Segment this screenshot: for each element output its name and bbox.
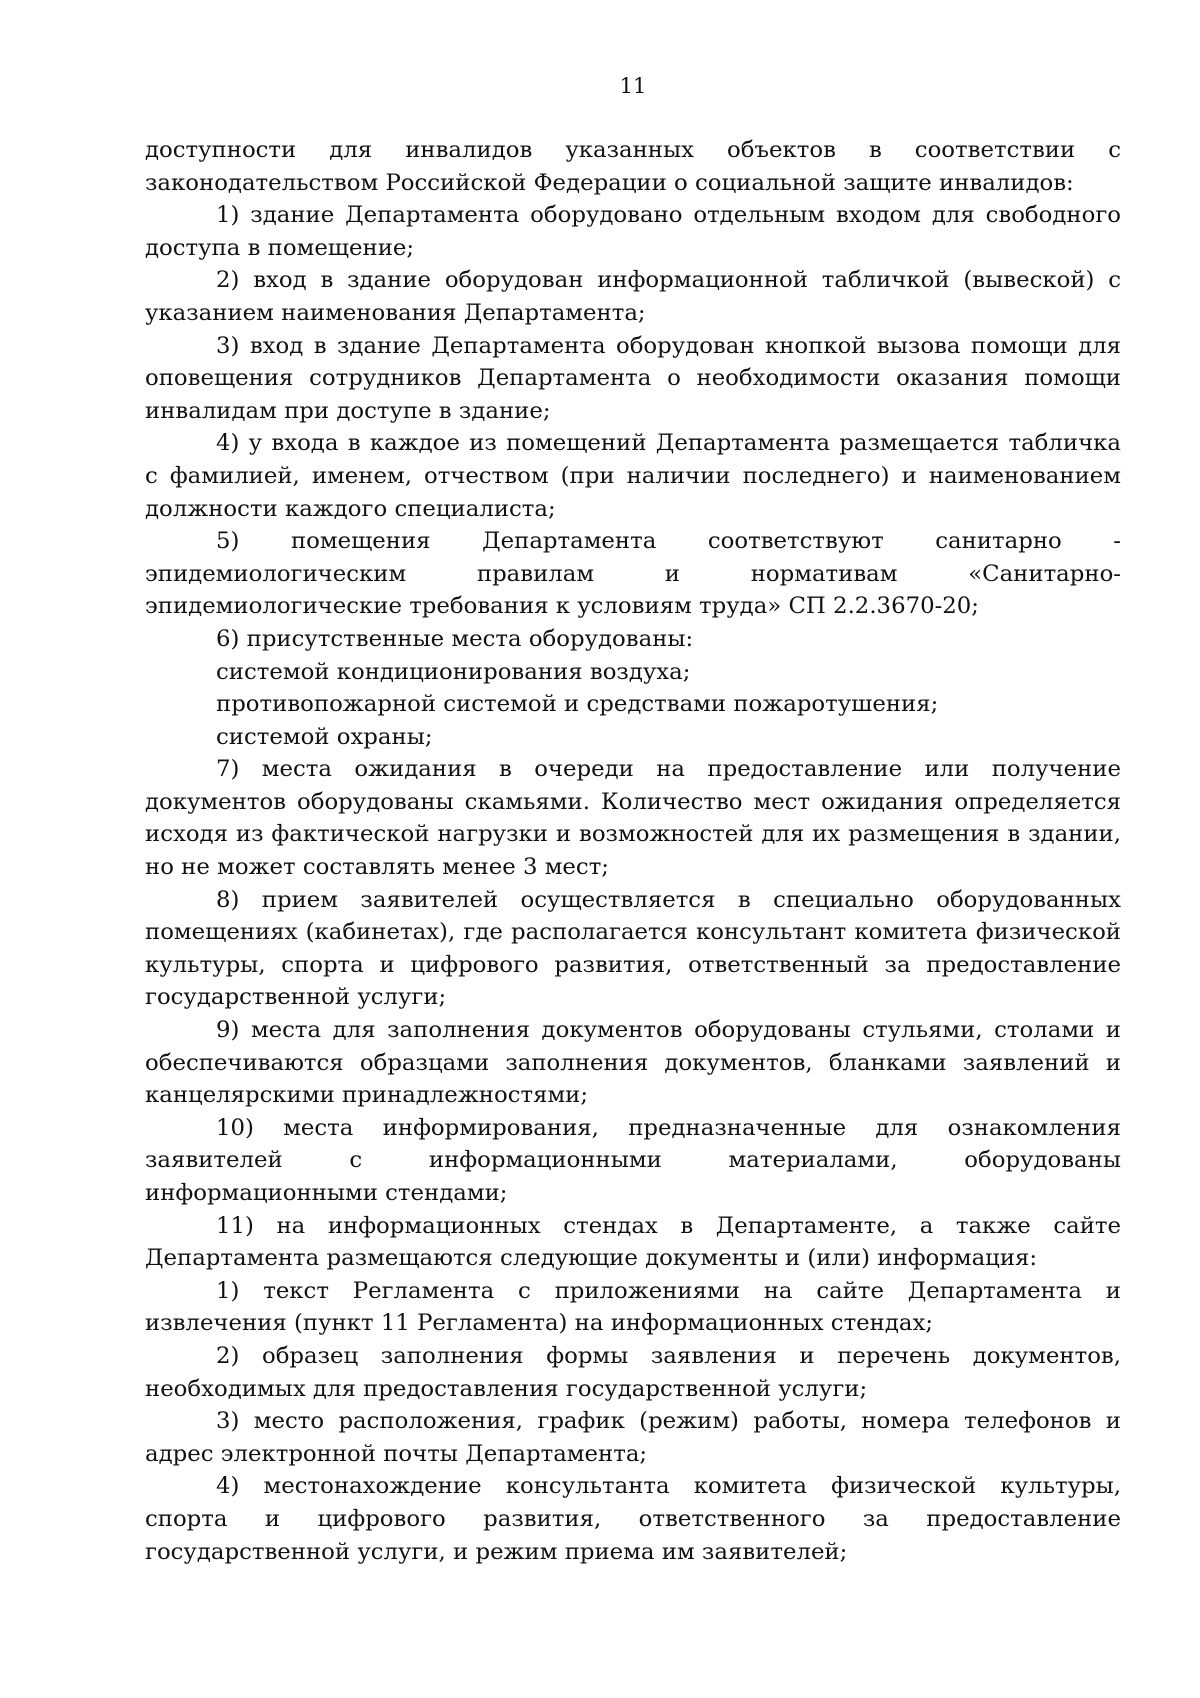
- paragraph-sub-3: 3) место расположения, график (режим) работы, номера телефонов и адрес электронной почты Департамента;: [145, 1408, 1121, 1467]
- page-number: 11: [619, 74, 647, 98]
- paragraph-item-2: 2) вход в здание оборудован информационной табличкой (вывеской) с указанием наименования Департамента;: [145, 267, 1121, 326]
- paragraph-sub-1: 1) текст Регламента с приложениями на сайте Департамента и извлечения (пункт 11 Регламента) на информационных стендах;: [145, 1277, 1121, 1337]
- paragraph-item-6: 6) присутственные места оборудованы:: [216, 625, 694, 652]
- paragraph-item-9: 9) места для заполнения документов оборудованы стульями, столами и обеспечиваются образцами заполнения документов, бланками заявлений и канцелярскими принадлежностями;: [145, 1017, 1121, 1109]
- paragraph-item-11: 11) на информационных стендах в Департаменте, а также сайте Департамента размещаются следующие документы и (или) информация:: [145, 1212, 1121, 1272]
- paragraph-item-10: 10) места информирования, предназначенные для ознакомления заявителей с информационными материалами, оборудованы информационными стендами;: [145, 1114, 1121, 1206]
- paragraph-intro: доступности для инвалидов указанных объектов в соответствии с законодательством Российской Федерации о социальной защите инвалидов:: [145, 137, 1121, 196]
- paragraph-item-5: 5) помещения Департамента соответствуют санитарно - эпидемиологическим правилам и нормативам «Санитарно-эпидемиологические требования к условиям труда» СП 2.2.3670-20;: [145, 528, 1121, 620]
- paragraph-item-3: 3) вход в здание Департамента оборудован кнопкой вызова помощи для оповещения сотрудников Департамента о необходимости оказания помощи инвалидам при доступе в здание;: [145, 332, 1121, 424]
- paragraph-sub-2: 2) образец заполнения формы заявления и перечень документов, необходимых для предоставления государственной услуги;: [145, 1342, 1121, 1402]
- paragraph-item-7: 7) места ожидания в очереди на предоставление или получение документов оборудованы скамьями. Количество мест ожидания определяется исходя из фактической нагрузки и возможностей для их размещения в здании, но не может составлять менее 3 мест;: [145, 756, 1121, 881]
- document-body: [145, 134, 1121, 1568]
- paragraph-item-4: 4) у входа в каждое из помещений Департамента размещается табличка с фамилией, именем, отчеством (при наличии последнего) и наименованием должности каждого специалиста;: [145, 430, 1121, 522]
- paragraph-subitem-air: системой кондиционирования воздуха;: [216, 658, 691, 685]
- paragraph-subitem-fire: противопожарной системой и средствами пожаротушения;: [216, 691, 939, 718]
- paragraph-subitem-security: системой охраны;: [216, 723, 433, 750]
- paragraph-item-1: 1) здание Департамента оборудовано отдельным входом для свободного доступа в помещение;: [145, 202, 1121, 261]
- paragraph-sub-4: 4) местонахождение консультанта комитета физической культуры, спорта и цифрового развития, ответственного за предоставление государственной услуги, и режим приема им заявителей;: [145, 1473, 1121, 1565]
- paragraph-item-8: 8) прием заявителей осуществляется в специально оборудованных помещениях (кабинетах), где располагается консультант комитета физической культуры, спорта и цифрового развития, ответственный за предоставление государственной услуги;: [145, 886, 1121, 1011]
